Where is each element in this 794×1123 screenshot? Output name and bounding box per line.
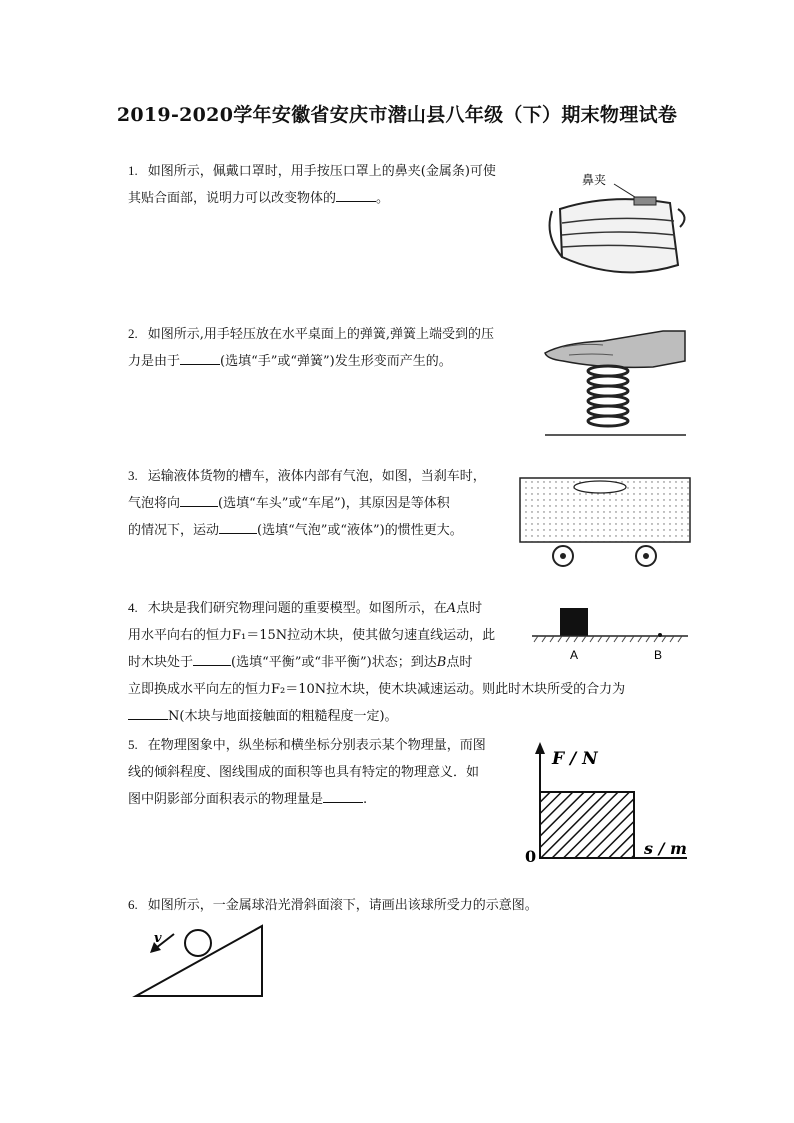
- question-text: 木块是我们研究物理问题的重要模型。如图所示，在: [147, 601, 447, 616]
- question-text: 如图所示,用手轻压放在水平桌面上的弹簧,弹簧上端受到的压: [147, 327, 495, 342]
- wood-block: [560, 608, 588, 636]
- velocity-label: v: [154, 931, 162, 946]
- answer-blank[interactable]: [323, 788, 363, 803]
- question-number: 5.: [128, 737, 138, 752]
- point-a-marker: A: [570, 648, 579, 662]
- question-number: 3.: [128, 468, 138, 483]
- question-text: (选填“车头”或“车尾”)，其原因是等体积: [218, 496, 450, 511]
- metal-ball: [185, 930, 211, 956]
- mask-figure: [540, 165, 690, 285]
- question-text: (选填“气泡”或“液体”)的惯性更大。: [257, 523, 463, 538]
- question-1: [128, 157, 528, 212]
- question-number: 6.: [128, 897, 138, 912]
- answer-blank[interactable]: [193, 651, 231, 666]
- block-figure: [530, 602, 690, 664]
- answer-blank[interactable]: [180, 492, 218, 507]
- answer-blank[interactable]: [180, 350, 220, 365]
- question-text: (选填“手”或“弹簧”)发生形变而产生的。: [220, 354, 452, 369]
- question-text: 气泡将向: [128, 496, 181, 511]
- answer-blank[interactable]: [219, 519, 257, 534]
- question-text: 运输液体货物的槽车，液体内部有气泡，如图，当刹车时，: [147, 469, 486, 484]
- x-axis-label: s / m: [644, 839, 687, 858]
- force-distance-graph: [522, 740, 694, 868]
- question-text: (选填“平衡”或“非平衡”)状态；到达: [231, 655, 437, 670]
- question-text: 。: [376, 191, 390, 206]
- nose-clip-label: 鼻夹: [582, 173, 607, 187]
- spring-hand-figure: [543, 325, 688, 440]
- tanker-figure: [518, 474, 693, 574]
- answer-blank[interactable]: [128, 705, 168, 720]
- question-number: 2.: [128, 326, 138, 341]
- question-text: 用水平向右的恒力F₁＝15N拉动木块，使其做匀速直线运动，此: [128, 628, 496, 643]
- question-5: [128, 731, 518, 813]
- question-number: 1.: [128, 163, 138, 178]
- question-text: 图中阴影部分面积表示的物理量是: [128, 792, 324, 807]
- question-text: N(木块与地面接触面的粗糙程度一定)。: [168, 709, 398, 724]
- question-text: 在物理图象中，纵坐标和横坐标分别表示某个物理量，而图: [147, 738, 486, 753]
- question-text: 点时: [456, 601, 483, 616]
- question-text: 线的倾斜程度、图线围成的面积等也具有特定的物理意义．如: [128, 765, 480, 780]
- origin-label: 0: [525, 847, 537, 866]
- page-title: 2019-2020学年安徽省安庆市潜山县八年级（下）期末物理试卷: [116, 104, 678, 126]
- shaded-area: [540, 792, 634, 858]
- incline-ball-figure: [130, 920, 270, 1002]
- question-text: 点时: [446, 655, 473, 670]
- question-6: [128, 891, 688, 919]
- answer-blank[interactable]: [336, 187, 376, 202]
- question-text: 如图所示，一金属球沿光滑斜面滚下，请画出该球所受力的示意图。: [147, 898, 538, 913]
- question-3: [128, 462, 548, 544]
- question-2: [128, 320, 548, 375]
- question-text: 力是由于: [128, 354, 181, 369]
- question-text: .: [363, 792, 368, 807]
- point-b-marker: B: [654, 648, 663, 662]
- question-text: 如图所示，佩戴口罩时，用手按压口罩上的鼻夹(金属条)可使: [147, 164, 496, 179]
- point-a-label: A: [446, 601, 457, 616]
- question-number: 4.: [128, 600, 138, 615]
- question-text: 的情况下，运动: [128, 523, 220, 538]
- question-text: 立即换成水平向左的恒力F₂＝10N拉木块，使木块减速运动。则此时木块所受的合力为: [128, 682, 626, 697]
- point-b-label: B: [436, 655, 447, 670]
- y-axis-label: F / N: [552, 749, 598, 769]
- question-text: 时木块处于: [128, 655, 194, 670]
- question-text: 其贴合面部，说明力可以改变物体的: [128, 191, 337, 206]
